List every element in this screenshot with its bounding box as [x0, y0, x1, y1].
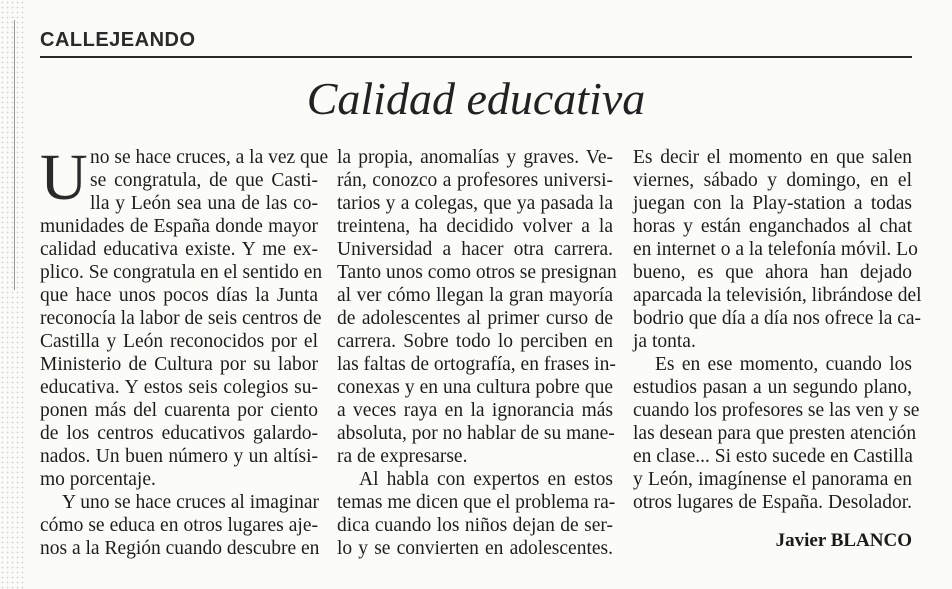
text-line: horas y están enganchados al chat: [633, 216, 912, 237]
text-line: bodrio que día a día nos ofrece la ca-: [633, 308, 922, 329]
text-line: aparcada la televisión, librándose del: [633, 285, 922, 306]
text-line: no se hace cruces, a la vez que: [90, 147, 329, 168]
text-line: Tanto unos como otros se presignan: [337, 262, 617, 283]
text-line: que hace unos pocos días la Junta: [40, 285, 318, 306]
text-line: en internet o a la telefonía móvil. Lo: [633, 239, 918, 260]
text-line: de los centros educativos galardo-: [40, 423, 318, 444]
text-line: de adolescentes al primer curso de: [337, 308, 613, 329]
text-line: treintena, ha decidido volver a la: [337, 216, 613, 237]
text-line: las faltas de ortografía, en frases in-: [337, 354, 616, 375]
text-line: cuando los profesores se las ven y se: [633, 400, 920, 421]
text-line: absoluta, por no hablar de su mane-: [337, 423, 615, 444]
text-line: reconocía la labor de seis centros de: [40, 308, 322, 329]
text-line: conexas y en una cultura pobre que: [337, 377, 613, 398]
text-line: al ver cómo llegan la gran mayoría: [337, 285, 613, 306]
article-column-3: [633, 146, 922, 514]
text-line: Y uno se hace cruces al imaginar: [62, 492, 319, 513]
text-line: nos a la Región cuando descubre en: [40, 538, 320, 559]
text-line: y León, imagínense el panorama en: [633, 469, 912, 490]
article-column-1: [40, 141, 329, 560]
text-line: calidad educativa existe. Y me ex-: [40, 239, 318, 260]
text-line: en clase... Si esto sucede en Castilla: [633, 446, 913, 467]
drop-cap: U: [40, 141, 88, 214]
section-rule: [40, 56, 912, 58]
text-line: temas me dicen que el problema ra-: [337, 492, 616, 513]
text-line: munidades de España donde mayor: [40, 216, 318, 237]
text-line: lo y se convierten en adolescentes.: [337, 538, 613, 559]
text-line: dica cuando los niños dejan de ser-: [337, 515, 613, 536]
text-line: ponen más del cuarenta por ciento: [40, 400, 318, 421]
article-byline: Javier BLANCO: [775, 530, 912, 551]
text-line: juegan con la Play-station a todas: [633, 193, 912, 214]
scan-margin-texture: [0, 0, 26, 589]
text-line: educativa. Y estos seis colegios su-: [40, 377, 318, 398]
text-line: lla y León sea una de las co-: [90, 193, 318, 214]
text-line: Ministerio de Cultura por su labor: [40, 354, 318, 375]
scan-gutter-line: [14, 20, 15, 290]
article-headline: Calidad educativa: [306, 73, 646, 124]
text-line: Universidad a hacer otra carrera.: [337, 239, 613, 260]
text-line: la propia, anomalías y graves. Ve-: [337, 147, 613, 168]
text-line: tarios y a colegas, que ya pasada la: [337, 193, 613, 214]
text-line: otros lugares de España. Desolador.: [633, 492, 912, 513]
text-line: ja tonta.: [633, 331, 696, 352]
text-line: Es en ese momento, cuando los: [655, 354, 912, 375]
text-line: Al habla con expertos en estos: [359, 469, 613, 490]
text-line: cómo se educa en otros lugares aje-: [40, 515, 318, 536]
text-line: viernes, sábado y domingo, en el: [633, 170, 912, 191]
text-line: nados. Un buen número y un altísi-: [40, 446, 318, 467]
text-line: Es decir el momento en que salen: [633, 147, 912, 168]
text-line: plico. Se congratula en el sentido en: [40, 262, 323, 283]
text-line: estudios pasan a un segundo plano,: [633, 377, 912, 398]
text-line: se congratula, de que Casti-: [90, 170, 318, 191]
text-line: bueno, es que ahora han dejado: [633, 262, 912, 283]
text-line: mo porcentaje.: [40, 469, 156, 490]
text-line: rán, conozco a profesores universi-: [337, 170, 613, 191]
text-line: las desean para que presten atención: [633, 423, 917, 444]
section-label: CALLEJEANDO: [40, 29, 196, 51]
text-line: Castilla y León reconocidos por el: [40, 331, 318, 352]
text-line: carrera. Sobre todo lo perciben en: [337, 331, 613, 352]
article-column-2: [337, 146, 617, 560]
text-line: ra de expresarse.: [337, 446, 468, 467]
text-line: a veces raya en la ignorancia más: [337, 400, 613, 421]
